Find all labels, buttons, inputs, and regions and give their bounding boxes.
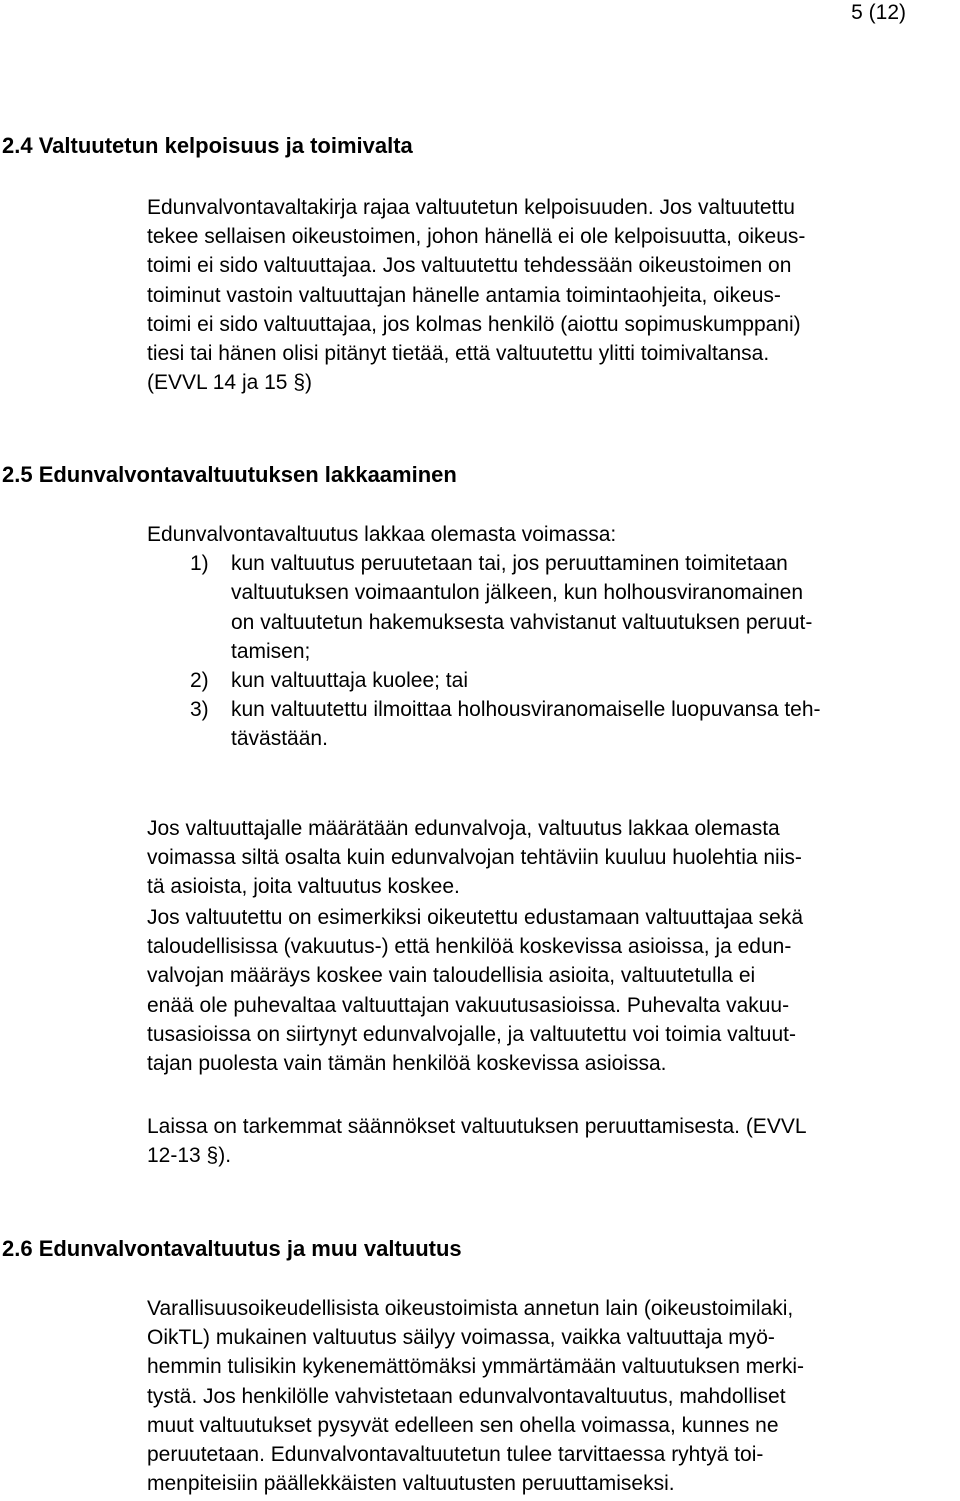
- text-line: enää ole puhevaltaa valtuuttajan vakuutusasioissa. Puhevalta vakuu-: [147, 993, 790, 1017]
- text-line: tä asioista, joita valtuutus koskee.: [147, 875, 460, 899]
- text-line: on valtuutetun hakemuksesta vahvistanut valtuutuksen peruut-: [231, 610, 813, 634]
- text-line: kun valtuutus peruutetaan tai, jos peruuttaminen toimitetaan: [231, 552, 788, 576]
- text-line: tekee sellaisen oikeustoimen, johon hänellä ei ole kelpoisuutta, oikeus-: [147, 225, 806, 249]
- list-item-number: 2): [190, 668, 209, 692]
- section-2-4-paragraph: [147, 193, 959, 397]
- page-number: 5 (12): [851, 1, 906, 24]
- text-line: voimassa siltä osalta kuin edunvalvojan tehtäviin kuuluu huolehtia niis-: [147, 846, 802, 870]
- text-line: menpiteisiin päällekkäisten valtuutusten peruuttamiseksi.: [147, 1472, 675, 1496]
- section-2-5-list-block: [147, 520, 959, 754]
- text-line: Varallisuusoikeudellisista oikeustoimista annetun lain (oikeustoimilaki,: [147, 1297, 794, 1320]
- text-line: (EVVL 14 ja 15 §): [147, 371, 312, 395]
- text-line: tusasioissa on siirtynyt edunvalvojalle, ja valtuutettu voi toimia valtuut-: [147, 1022, 796, 1046]
- text-line: tamisen;: [231, 639, 311, 663]
- text-line: tiesi tai hänen olisi pitänyt tietää, että valtuutettu ylitti toimivaltansa.: [147, 341, 770, 365]
- list-item: [147, 695, 959, 753]
- list-item-number: 1): [190, 552, 209, 576]
- text-line: tajan puolesta vain tämän henkilöä koskevissa asioissa.: [147, 1051, 667, 1075]
- text-line: tävästään.: [231, 727, 328, 751]
- section-heading-2-6: 2.6 Edunvalvontavaltuutus ja muu valtuutus: [2, 1236, 462, 1261]
- text-line: taloudellisissa (vakuutus-) että henkilöä koskevissa asioissa, ja edun-: [147, 935, 792, 959]
- text-line: kun valtuuttaja kuolee; tai: [231, 668, 468, 692]
- text-line: hemmin tulisikin kykenemättömäksi ymmärtämään valtuutuksen merki-: [147, 1355, 805, 1379]
- section-heading-2-5: 2.5 Edunvalvontavaltuutuksen lakkaaminen: [2, 462, 457, 487]
- list-item-number: 3): [190, 698, 209, 722]
- text-line: peruutetaan. Edunvalvontavaltuutetun tulee tarvittaessa ryhtyä toi-: [147, 1442, 764, 1466]
- text-line: muut valtuutukset pysyvät edelleen sen ohella voimassa, kunnes ne: [147, 1413, 779, 1437]
- section-2-5-paragraph-2: [147, 814, 959, 902]
- text-line: valvojan määräys koskee vain taloudellisia asioita, valtuutetulla ei: [147, 964, 756, 988]
- text-line: kun valtuutettu ilmoittaa holhousviranomaiselle luopuvansa teh-: [231, 698, 821, 722]
- section-2-6-paragraph: [147, 1294, 959, 1498]
- text-line: Jos valtuutettu on esimerkiksi oikeutettu edustamaan valtuuttajaa sekä: [147, 906, 804, 929]
- text-line: toiminut vastoin valtuuttajan hänelle antamia toimintaohjeita, oikeus-: [147, 283, 781, 307]
- text-line: toimi ei sido valtuuttajaa. Jos valtuutettu tehdessään oikeustoimen on: [147, 254, 792, 278]
- text-line: 12-13 §).: [147, 1144, 232, 1168]
- list-item: [147, 666, 959, 695]
- section-2-5-paragraph-4: [147, 1112, 959, 1170]
- section-heading-2-4: 2.4 Valtuutetun kelpoisuus ja toimivalta: [2, 133, 413, 158]
- text-line: Edunvalvontavaltakirja rajaa valtuutetun kelpoisuuden. Jos valtuutettu: [147, 196, 795, 219]
- text-line: tystä. Jos henkilölle vahvistetaan edunvalvontavaltuutus, mahdolliset: [147, 1384, 786, 1408]
- list-item: [147, 549, 959, 666]
- text-line: valtuutuksen voimaantulon jälkeen, kun holhousviranomainen: [231, 581, 804, 605]
- text-line: Jos valtuuttajalle määrätään edunvalvoja, valtuutus lakkaa olemasta: [147, 817, 780, 840]
- section-2-5-paragraph-3: [147, 903, 959, 1078]
- text-line: toimi ei sido valtuuttajaa, jos kolmas henkilö (aiottu sopimuskumppani): [147, 312, 801, 336]
- text-line: OikTL) mukainen valtuutus säilyy voimassa, vaikka valtuuttaja myö-: [147, 1326, 775, 1350]
- text-line: Laissa on tarkemmat säännökset valtuutuksen peruuttamisesta. (EVVL: [147, 1115, 807, 1138]
- list-intro: Edunvalvontavaltuutus lakkaa olemasta voimassa:: [147, 523, 617, 546]
